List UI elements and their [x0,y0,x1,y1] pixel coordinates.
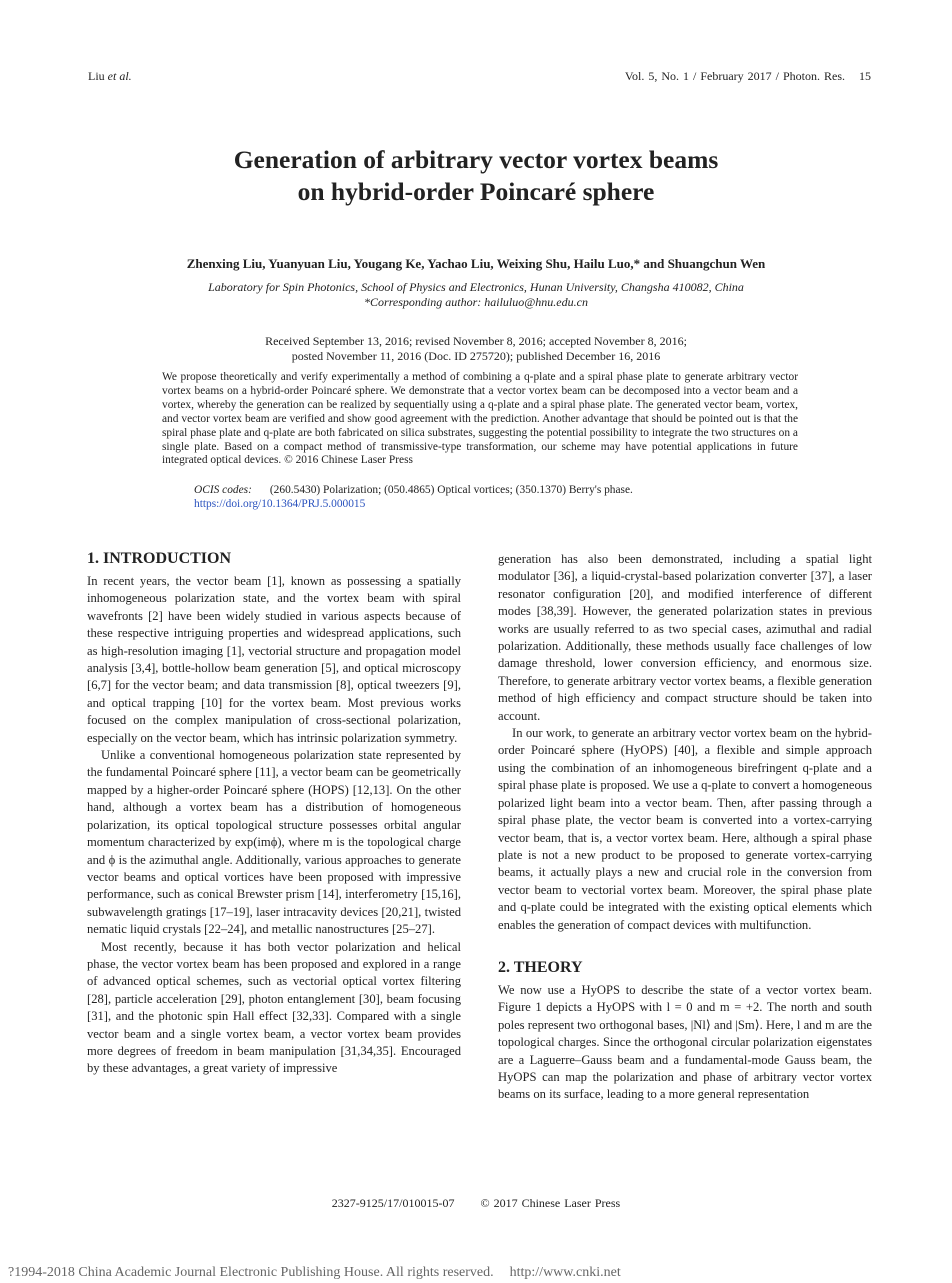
section-heading-introduction: 1. INTRODUCTION [87,550,232,567]
ocis-codes: OCIS codes: (260.5430) Polarization; (050.4865) Optical vortices; (350.1370) Berry's phase. [194,484,633,496]
author-list: Zhenxing Liu, Yuanyuan Liu, Yougang Ke, Yachao Liu, Weixing Shu, Hailu Luo,* and Shuangchun Wen [186,256,766,271]
page-footer: 2327-9125/17/010015-07 © 2017 Chinese Laser Press [331,1196,621,1210]
page-number: 15 [859,69,871,83]
running-head-journal: Vol. 5, No. 1 / February 2017 / Photon. Res. 15 [624,69,871,83]
abstract: We propose theoretically and verify experimentally a method of combining a q-plate and a spiral phase plate to generate arbitrary vector vortex beams on a hybrid-order Poincaré sphere. We demonstrate that a vector vortex beam can be decomposed into a vector beam and a vortex, whereby the generation can be realized by sequentially using a q-plate and a spiral phase plate. The generated vector beam, vortex, and vector vortex beam are verified and show good agreement with the prediction. Another advantage that should be pointed out is that the spiral phase plate and q-plate are both fabricated on silica substrates, suggesting the potential possibility to integrate the two structures on a single plate. Based on a compact method of transmissive-type transformation, our scheme may have potential applications in future integrated optical devices. © 2016 Chinese Laser Press [162,371,798,467]
corresponding-author: *Corresponding author: hailuluo@hnu.edu.cn [364,295,588,309]
right-column [498,551,872,1104]
intro-paragraph-1: In recent years, the vector beam [1], known as possessing a spatially inhomogeneous polarization state, and the vortex beam with spiral wavefronts [2] have been widely studied in various aspects because of these respective intriguing properties and widespread applications, such as high-resolution imaging [1], vectorial structure and propagation model analysis [3,4], bottle-hollow beam generation [5], and optical microscopy [6,7] for the vector beam; and data transmission [8], optical tweezers [9], and optical trapping [10] for the vortex beam. Most previous works focused on the complex manipulation of cross-sectional polarization, especially on the vector beam, which has intrinsic polarization symmetry. [87,574,461,745]
intro-paragraph-2: Unlike a conventional homogeneous polarization state represented by the fundamental Poincaré sphere [11], a vector beam can be geometrically mapped by a higher-order Poincaré sphere (HOPS) [12,13]. On the other hand, although a vortex beam has a distribution of homogeneous polarization, its optical topological structure possesses orbital angular momentum characterized by exp(imϕ), where m is the topological charge and ϕ is the azimuthal angle. Additionally, various approaches to generate vector beams and optical vortices have been proposed with impressive performance, such as conical Brewster prism [14], interferometry [15,16], subwavelength gratings [17–19], laser intracavity devices [20,21], twisted nematic liquid crystals [22–24], and metallic nanostructures [25–27]. [87,748,461,937]
theory-paragraph-1: We now use a HyOPS to describe the state of a vector vortex beam. Figure 1 depicts a HyOPS with l = 0 and m = +2. The north and south poles represent two orthogonal bases, |Nl⟩ and |Sm⟩. Here, l and m are the topological charges. Since the orthogonal circular polarization eigenstates are a Laguerre–Gauss beam and a fundamental-mode Gauss beam, the HyOPS can map the polarization and phase of arbitrary vector vortex beams on its surface, leading to a more general representation [498,982,872,1102]
left-column [87,550,461,1078]
intro-paragraph-4: generation has also been demonstrated, including a spatial light modulator [36], a liquid-crystal-based polarization converter [37], a laser resonator configuration [20], and modified interference of different modes [38,39]. However, the generated polarization states in previous works are usually referred to as two special cases, azimuthal and radial polarization. Additionally, these methods usually face challenges of low damage threshold, lower conversion efficiency, and enormous size. Therefore, to generate arbitrary vector vortex beams, a flexible generation method of high efficiency and compact structure should be taken into account. [498,552,872,723]
affiliation: Laboratory for Spin Photonics, School of Physics and Electronics, Hunan University, Changsha 410082, China *Corresponding author: hailuluo@hnu.edu.cn [0,280,952,310]
cnki-watermark: ?1994-2018 China Academic Journal Electronic Publishing House. All rights reserved. http://www.cnki.net [8,1265,621,1280]
intro-paragraph-5: In our work, to generate an arbitrary vector vortex beam on the hybrid-order Poincaré sphere (HyOPS) [40], a flexible and simple approach using the combination of an inhomogeneous birefringent q-plate and a spiral phase plate is proposed. We use a q-plate to convert a homogeneous polarized light beam into a vector beam. Then, after passing through a spiral phase plate, the vector beam is converted into a vortex-carrying vector beam, that is, a vector vortex beam. Here, although a spiral phase plate is not a new product to be proposed to generate vortex-carrying beams, it actually plays a new and crucial role in the conversion from vector beam to vectorial vortex beam. Moreover, the spiral phase plate and q-plate could be integrated with the existing optical elements which enables the generation of compact devices with multifunction. [498,726,872,932]
paper-title: Generation of arbitrary vector vortex beams on hybrid-order Poincaré sphere [233,145,719,206]
doi-link[interactable]: https://doi.org/10.1364/PRJ.5.000015 [194,498,366,510]
publication-dates: Received September 13, 2016; revised November 8, 2016; accepted November 8, 2016; posted November 11, 2016 (Doc. ID 275720); published December 16, 2016 [265,334,687,363]
running-head-author: Liu et al. [88,69,132,83]
intro-paragraph-3: Most recently, because it has both vector polarization and helical phase, the vector vortex beam has been proposed and explored in a range of advanced optical schemes, such as vectorial optical vortex filtering [28], particle acceleration [29], photon entanglement [30], beam focusing [31], and the photonic spin Hall effect [32,33]. Compared with a single vector beam and a single vortex beam, a vector vortex beam provides more degrees of freedom in beam manipulation [31,34,35]. Encouraged by these advantages, a great variety of impressive [87,939,461,1076]
section-heading-theory: 2. THEORY [498,958,583,976]
